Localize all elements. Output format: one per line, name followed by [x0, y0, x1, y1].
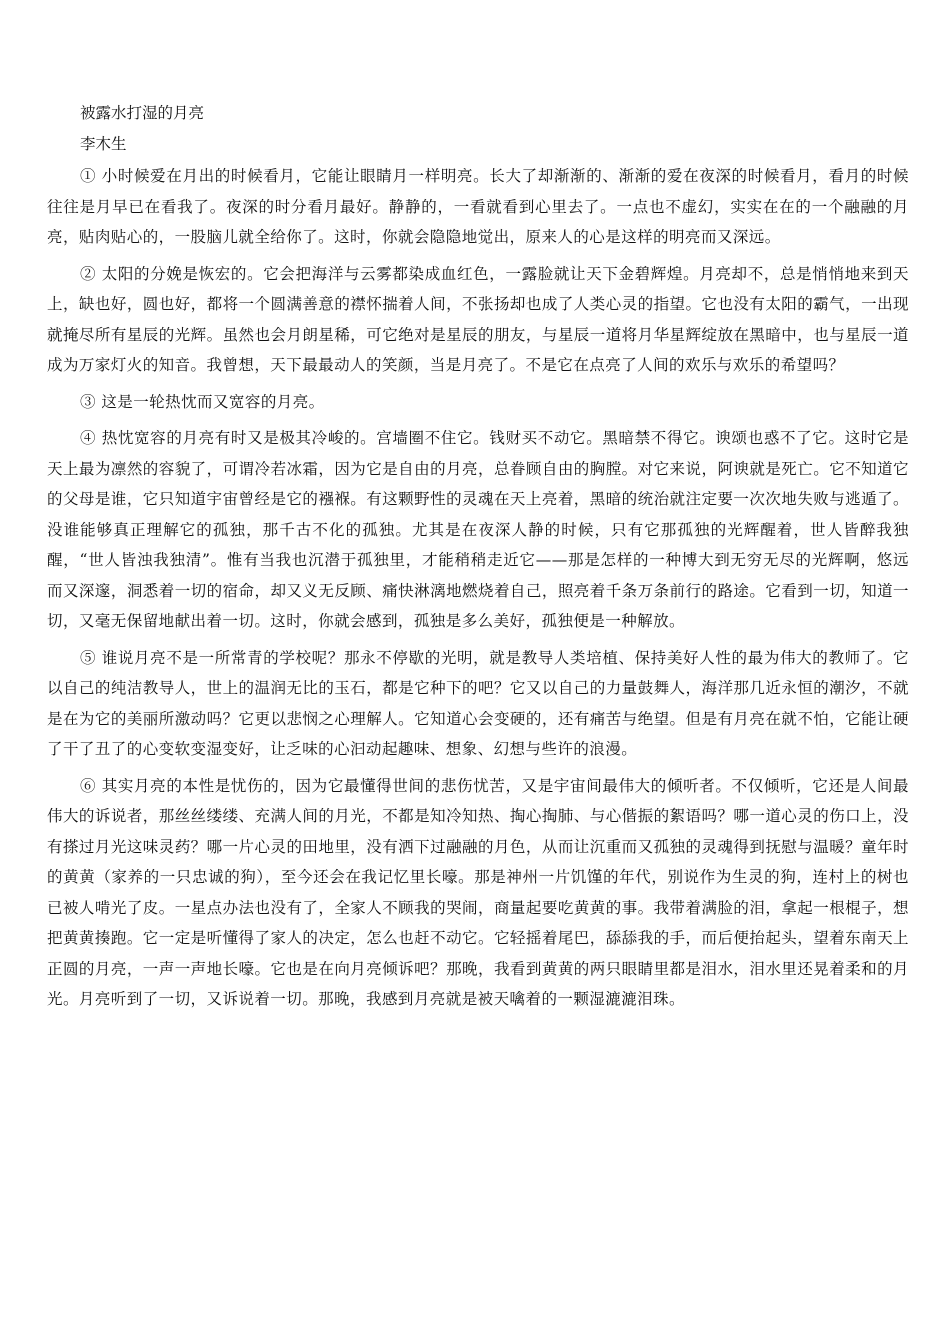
article-title: 被露水打湿的月亮 — [80, 104, 205, 122]
paragraph-4: ④ 热忱宽容的月亮有时又是极其冷峻的。宫墙圈不住它。钱财买不动它。黑暗禁不得它。谀颂也惑不了它。这时它是天上最为凛然的容貌了，可谓冷若冰霜，因为它是自由的月亮，总眷顾自由的胸膛。对它来说，阿谀就是死亡。它不知道它的父母是谁，它只知道宇宙曾经是它的襁褓。有这颗野性的灵魂在天上亮着，黑暗的统治就注定要一次次地失败与逃遁了。没谁能够真正理解它的孤独，那千古不化的孤独。尤其是在夜深人静的时候，只有它那孤独的光辉醒着，世人皆醉我独醒，“世人皆浊我独清”。惟有当我也沉潜于孤独里，才能稍稍走近它——那是怎样的一种博大到无穷无尽的光辉啊，悠远而又深邃，洞悉着一切的宿命，却又义无反顾、痛快淋漓地燃烧着自己，照亮着千条万条前行的路途。它看到一切，知道一切，又毫无保留地献出着一切。这时，你就会感到，孤独是多么美好，孤独便是一种解放。 — [47, 429, 909, 630]
article-author: 李木生 — [80, 134, 127, 153]
paragraph-1: ① 小时候爱在月出的时候看月，它能让眼睛月一样明亮。长大了却渐渐的、渐渐的爱在夜深的时候看月，看月的时候往往是月早已在看我了。夜深的时分看月最好。静静的，一看就看到心里去了。一点也不虚幻，实实在在的一个融融的月亮，贴肉贴心的，一股脑儿就全给你了。这时，你就会隐隐地觉出，原来人的心是这样的明亮而又深远。 — [47, 167, 909, 246]
paragraph-6: ⑥ 其实月亮的本性是忧伤的，因为它最懂得世间的悲伤忧苦，又是宇宙间最伟大的倾听者。不仅倾听，它还是人间最伟大的诉说者，那丝丝缕缕、充满人间的月光，不都是知冷知热、掏心掏肺、与心偕振的絮语吗？哪一道心灵的伤口上，没有搽过月光这味灵药？哪一片心灵的田地里，没有洒下过融融的月色，从而让沉重而又孤独的灵魂得到抚慰与温暖？童年时的黄黄（家养的一只忠诚的狗），至今还会在我记忆里长嚎。那是神州一片饥馑的年代，别说作为生灵的狗，连村上的树也已被人啃光了皮。一星点办法也没有了，全家人不顾我的哭闹，商量起要吃黄黄的事。我带着满脸的泪，拿起一根棍子，想把黄黄揍跑。它一定是听懂得了家人的决定，怎么也赶不动它。它轻摇着尾巴，舔舔我的手，而后便抬起头，望着东南天上正圆的月亮，一声一声地长嚎。它也是在向月亮倾诉吧？那晚，我看到黄黄的两只眼睛里都是泪水，泪水里还晃着柔和的月光。月亮听到了一切，又诉说着一切。那晚，我感到月亮就是被天噙着的一颗湿漉漉泪珠。 — [47, 776, 909, 1008]
paragraph-2: ② 太阳的分娩是恢宏的。它会把海洋与云雾都染成血红色，一露脸就让天下金碧辉煌。月亮却不，总是悄悄地来到天上，缺也好，圆也好，都将一个圆满善意的襟怀揣着人间，不张扬却也成了人类心灵的指望。它也没有太阳的霸气，一出现就掩尽所有星辰的光辉。虽然也会月朗星稀，可它绝对是星辰的朋友，与星辰一道将月华星辉绽放在黑暗中，也与星辰一道成为万家灯火的知音。我曾想，天下最最动人的笑颜，当是月亮了。不是它在点亮了人间的欢乐与欢乐的希望吗？ — [47, 264, 909, 374]
article-body — [47, 98, 909, 1015]
paragraph-5: ⑤ 谁说月亮不是一所常青的学校呢？那永不停歇的光明，就是教导人类培植、保持美好人性的最为伟大的教师了。它以自己的纯洁教导人，世上的温润无比的玉石，都是它种下的吧？它又以自己的力量鼓舞人，海洋那几近永恒的潮汐，不就是在为它的美丽所激动吗？它更以悲悯之心理解人。它知道心会变硬的，还有痛苦与绝望。但是有月亮在就不怕，它能让硬了干了丑了的心变软变湿变好，让乏味的心汩动起趣味、想象、幻想与些许的浪漫。 — [47, 648, 909, 758]
paragraph-3: ③ 这是一轮热忱而又宽容的月亮。 — [80, 392, 325, 411]
